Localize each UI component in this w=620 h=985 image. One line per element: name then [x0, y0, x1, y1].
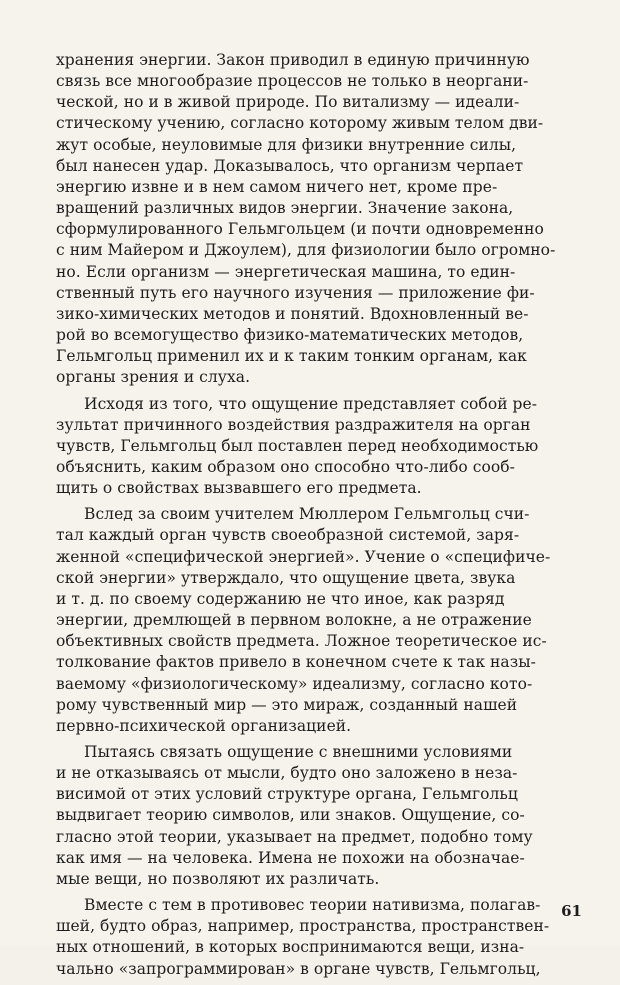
text-line: и не отказываясь от мысли, будто оно заложено в неза- [56, 764, 518, 783]
text-line: связь все многообразие процессов не только в неоргани- [56, 72, 529, 91]
text-line: жут особые, неуловимые для физики внутренние силы, [56, 135, 517, 154]
text-line: щить о свойствах вызвавшего его предмета. [56, 479, 422, 498]
paragraph [56, 394, 580, 500]
text-line: Вслед за своим учителем Мюллером Гельмгольц счи- [84, 505, 530, 524]
body-text [56, 50, 580, 985]
text-line: сформулированного Гельмгольцем (и почти одновременно [56, 220, 544, 239]
text-line: первно-психической организацией. [56, 716, 352, 735]
text-line: Вместе с тем в противовес теории нативизма, полагав- [84, 896, 541, 915]
text-line: стическому учению, согласно которому живым телом дви- [56, 114, 544, 133]
paragraph [56, 742, 580, 890]
text-line: выдвигает теорию символов, или знаков. Ощущение, со- [56, 806, 525, 825]
text-line: рой во всемогущество физико-математических методов, [56, 326, 524, 345]
text-line: и т. д. по своему содержанию не что иное, как разряд [56, 589, 505, 608]
text-line: энергию извне и в нем самом ничего нет, кроме пре- [56, 177, 498, 196]
paragraph [56, 504, 580, 737]
text-line: висимой от этих условий структуре органа, Гельмгольц [56, 785, 518, 804]
text-line: ваемому «физиологическому» идеализму, согласно кото- [56, 674, 533, 693]
text-line: объяснить, каким образом оно способно что-либо сооб- [56, 457, 515, 476]
text-line: как имя — на человека. Имена не похожи на обозначае- [56, 848, 525, 867]
text-line: объективных свойств предмета. Ложное теоретическое ис- [56, 632, 547, 651]
text-line: ской энергии» утверждало, что ощущение цвета, звука [56, 568, 516, 587]
paragraph [56, 50, 580, 389]
paragraph [56, 895, 580, 980]
text-line: толкование фактов привело в конечном счете к так назы- [56, 653, 536, 672]
text-line: чально «запрограммирован» в органе чувств, Гельмгольц, [56, 959, 541, 978]
text-line: зико-химических методов и понятий. Вдохновленный ве- [56, 304, 529, 323]
text-line: ных отношений, в которых воспринимаются вещи, изна- [56, 938, 525, 957]
text-line: хранения энергии. Закон приводил в единую причинную [56, 51, 530, 69]
text-line: Пытаясь связать ощущение с внешними условиями [84, 743, 513, 761]
text-line: вращений различных видов энергии. Значение закона, [56, 199, 514, 218]
text-line: Гельмгольц применил их и к таким тонким органам, как [56, 347, 527, 366]
text-line: ственный путь его научного изучения — приложение фи- [56, 283, 535, 302]
text-line: женной «специфической энергией». Учение о «специфиче- [56, 547, 551, 566]
text-line: чувств, Гельмгольц был поставлен перед необходимостью [56, 436, 539, 455]
text-line: зультат причинного воздействия раздражителя на орган [56, 415, 531, 434]
text-line: ческой, но и в живой природе. По витализму — идеали- [56, 93, 520, 112]
page-number: 61 [561, 902, 582, 920]
text-line: с ним Майером и Джоулем), для физиологии было огромно- [56, 241, 556, 260]
text-line: но. Если организм — энергетическая машина, то един- [56, 262, 516, 281]
text-line: мые вещи, но позволяют их различать. [56, 869, 380, 888]
text-line: рому чувственный мир — это мираж, созданный нашей [56, 695, 518, 714]
text-line: органы зрения и слуха. [56, 368, 251, 387]
text-line: энергии, дремлющей в первном волокне, а не отражение [56, 611, 532, 630]
text-line: был нанесен удар. Доказывалось, что организм черпает [56, 156, 524, 175]
text-line: шей, будто образ, например, пространства, пространствен- [56, 917, 550, 936]
text-line: Исходя из того, что ощущение представляет собой ре- [84, 394, 538, 413]
text-line: тал каждый орган чувств своеобразной системой, заря- [56, 526, 520, 545]
text-line: гласно этой теории, указывает на предмет, подобно тому [56, 827, 533, 846]
